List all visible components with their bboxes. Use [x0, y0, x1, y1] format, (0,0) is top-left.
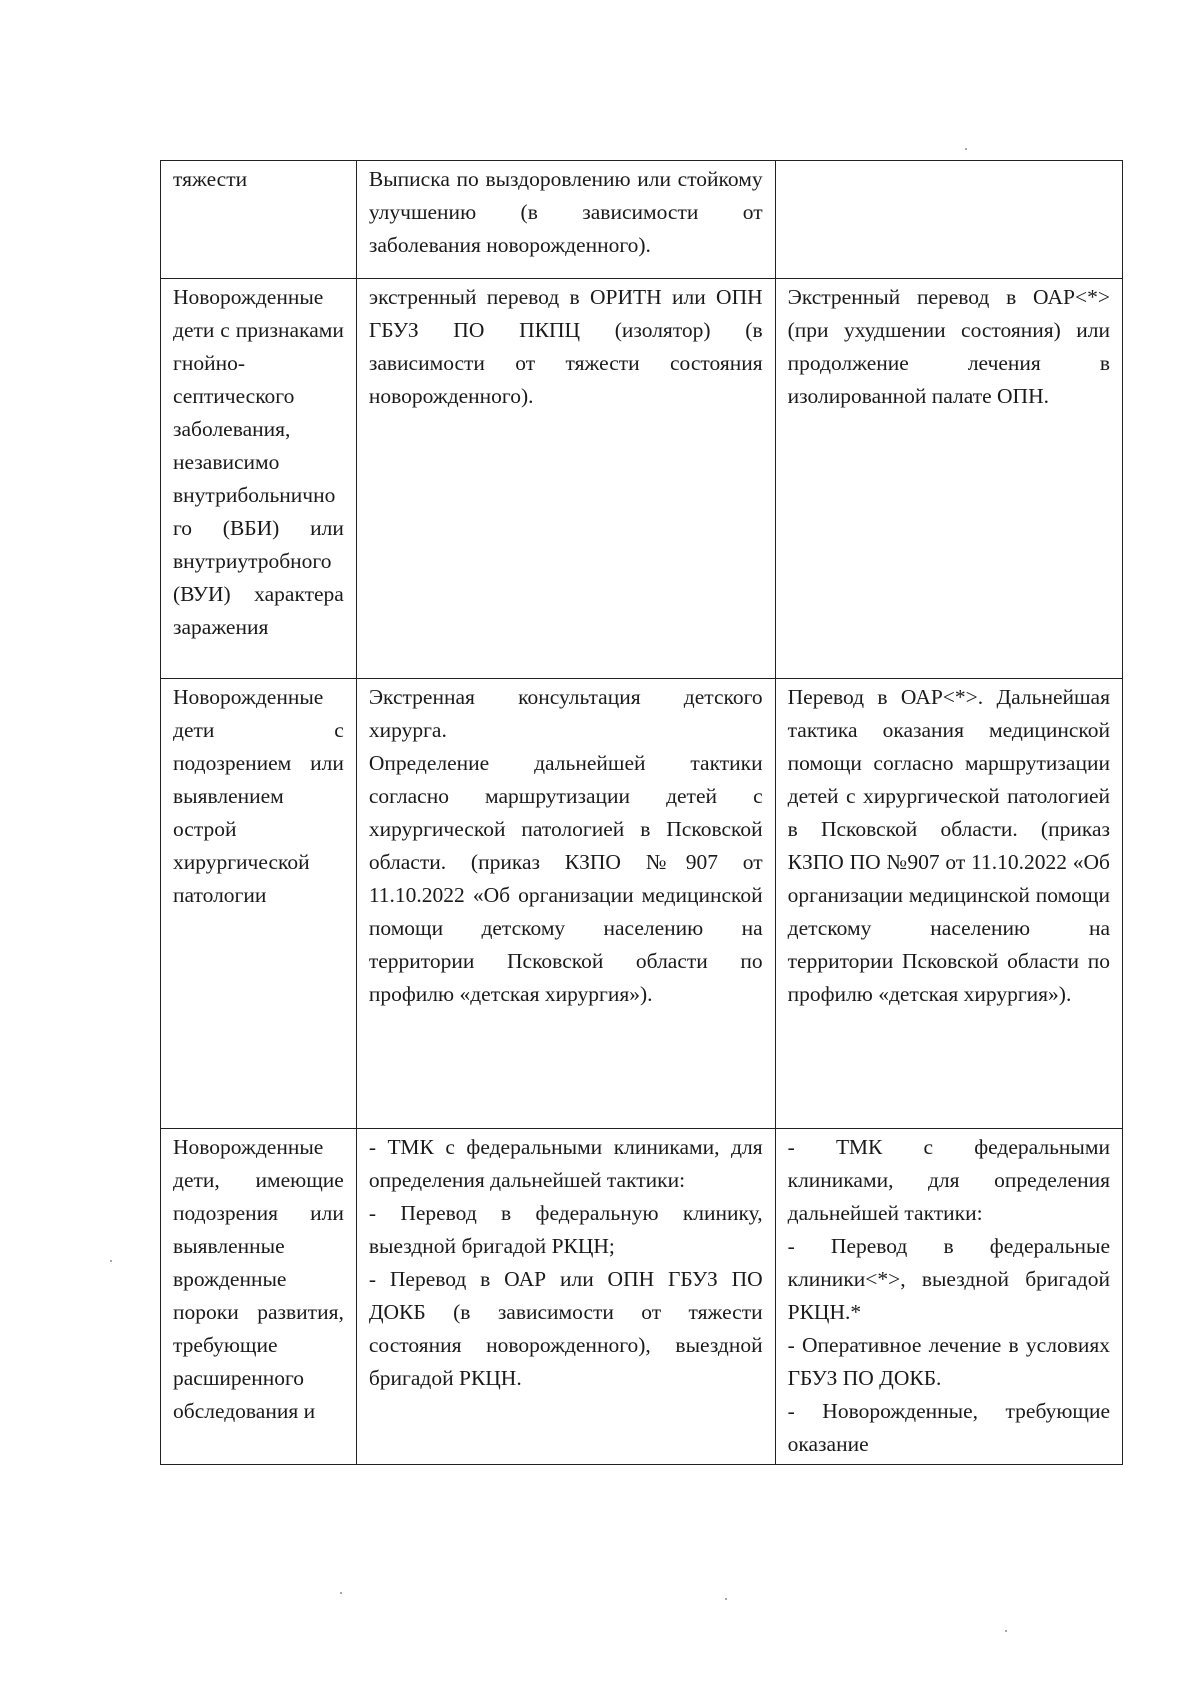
hospital-action-cell	[775, 1129, 1122, 1465]
cell-text: - Перевод в федеральную клинику, выездной бригадой РКЦН;	[368, 1201, 763, 1258]
maternity-action-cell	[356, 161, 775, 279]
maternity-action-cell	[356, 1129, 775, 1465]
scan-speck	[340, 1592, 342, 1594]
cell-text: - Перевод в федеральные клиники<*>, выездной бригадой РКЦН.*	[787, 1234, 1110, 1324]
cell-text: - Новорожденные, требующие оказание	[787, 1399, 1110, 1456]
scan-speck	[965, 148, 967, 150]
hospital-action-cell	[775, 679, 1122, 1129]
maternity-action-cell	[356, 279, 775, 679]
cell-text: Перевод в ОАР<*>. Дальнейшая тактика оказания медицинской помощи согласно маршрутизации детей с хирургической патологией в Псковской области. (приказ КЗПО ПО №907 от 11.10.2022 «Об организации медицинской помощи детскому населению на территории Псковской области по профилю «детская хирургия»).	[787, 685, 1110, 1006]
cell-text: - Перевод в ОАР или ОПН ГБУЗ ПО ДОКБ (в зависимости от тяжести состояния новорожденного), выездной бригадой РКЦН.	[368, 1267, 763, 1390]
cell-text: Новорожденные дети, имеющие подозрения или выявленные врожденные пороки развития, требующие расширенного обследования и	[173, 1135, 344, 1423]
cell-text: Экстренный перевод в ОАР<*> (при ухудшении состояния) или продолжение лечения в изолированной палате ОПН.	[787, 285, 1110, 408]
scan-speck	[725, 1598, 727, 1600]
cell-text: Выписка по выздоровлению или стойкому улучшению (в зависимости от заболевания новорожденного).	[368, 167, 763, 257]
cell-text: - ТМК с федеральными клиниками, для определения дальнейшей тактики:	[368, 1135, 763, 1192]
category-cell	[161, 1129, 357, 1465]
category-cell	[161, 161, 357, 279]
table-row	[161, 1129, 1123, 1465]
category-cell	[161, 679, 357, 1129]
hospital-action-cell	[775, 161, 1122, 279]
table-row	[161, 279, 1123, 679]
cell-text: Новорожденные дети с подозрением или выявлением острой хирургической патологии	[173, 685, 344, 907]
cell-text: экстренный перевод в ОРИТН или ОПН ГБУЗ ПО ПКПЦ (изолятор) (в зависимости от тяжести состояния новорожденного).	[368, 285, 763, 408]
category-cell	[161, 279, 357, 679]
cell-text: - Оперативное лечение в условиях ГБУЗ ПО ДОКБ.	[787, 1333, 1110, 1390]
cell-text: Новорожденные дети с признаками гнойно-септического заболевания, независимо внутрибольничного (ВБИ) или внутриутробного (ВУИ) характера заражения	[173, 285, 344, 639]
table-row	[161, 161, 1123, 279]
scan-speck	[110, 1260, 112, 1262]
routing-table	[160, 160, 1123, 1465]
scan-speck	[1005, 1630, 1007, 1632]
cell-text: - ТМК с федеральными клиниками, для определения дальнейшей тактики:	[787, 1135, 1110, 1225]
table-row	[161, 679, 1123, 1129]
hospital-action-cell	[775, 279, 1122, 679]
cell-text: тяжести	[173, 167, 248, 191]
cell-text: Определение дальнейшей тактики согласно маршрутизации детей с хирургической патологией в Псковской области. (приказ КЗПО №907 от 11.10.2022 «Об организации медицинской помощи детскому населению на территории Псковской области по профилю «детская хирургия»).	[368, 751, 763, 1006]
cell-text: Экстренная консультация детского хирурга.	[368, 685, 763, 742]
maternity-action-cell	[356, 679, 775, 1129]
